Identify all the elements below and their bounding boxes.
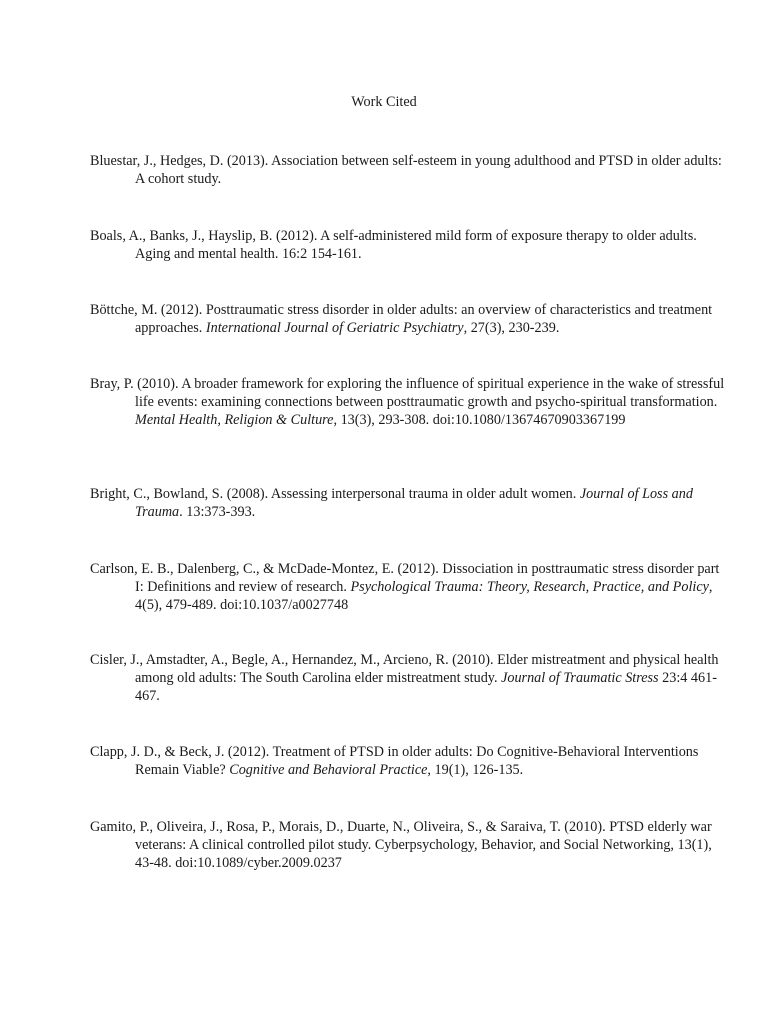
reference-details: , 4(5), 479-489. doi:10.1037/a0027748 (135, 579, 713, 614)
reference-text: Bluestar, J., Hedges, D. (2013). Association between self-esteem in young adulthood and PTSD in older adults: A cohort study. (90, 153, 722, 188)
reference-text: Bray, P. (2010). A broader framework for exploring the influence of spiritual experience in the wake of stressful life events: examining connections between posttraumatic growth and psycho-spiritual transformation. (90, 376, 725, 411)
page-title: Work Cited (351, 94, 417, 110)
reference-details: , 13(3), 293-308. doi:10.1080/13674670903367199 (333, 412, 626, 429)
reference-journal: Mental Health, Religion & Culture (135, 412, 334, 429)
reference-details: . 13:373-393. (179, 504, 256, 521)
reference-entry (90, 152, 725, 188)
reference-details: 23:4 461-467. (135, 670, 717, 705)
reference-journal: Journal of Loss and Trauma (135, 486, 693, 521)
reference-journal: International Journal of Geriatric Psychiatry (205, 320, 464, 337)
reference-text: Cisler, J., Amstadter, A., Begle, A., Hernandez, M., Arcieno, R. (2010). Elder mistreatment and physical health among old adults: The South Carolina elder mistreatment study. (90, 652, 719, 687)
reference-entry (90, 375, 725, 429)
reference-journal: Journal of Traumatic Stress (501, 670, 659, 687)
reference-text: Boals, A., Banks, J., Hayslip, B. (2012). A self-administered mild form of exposure therapy to older adults. Aging and mental health. 16:2 154-161. (90, 228, 697, 263)
reference-text: Böttche, M. (2012). Posttraumatic stress disorder in older adults: an overview of characteristics and treatment approaches. (90, 302, 713, 337)
reference-entry (90, 227, 725, 263)
reference-entry (90, 651, 725, 705)
reference-entry (90, 301, 725, 337)
reference-text: Gamito, P., Oliveira, J., Rosa, P., Morais, D., Duarte, N., Oliveira, S., & Saraiva, T. (2010). PTSD elderly war veterans: A clinical controlled pilot study. Cyberpsychology, Behavior, and Social Networking, 13(1), 43-48. doi:10.1089/cyber.2009.0237 (90, 819, 712, 872)
reference-entry (90, 743, 725, 779)
reference-text: Bright, C., Bowland, S. (2008). Assessing interpersonal trauma in older adult women. (90, 486, 580, 502)
reference-details: , 27(3), 230-239. (463, 320, 560, 337)
reference-entry (90, 818, 725, 872)
reference-entry (90, 485, 725, 521)
reference-text: Clapp, J. D., & Beck, J. (2012). Treatment of PTSD in older adults: Do Cognitive-Behavioral Interventions Remain Viable? (90, 744, 699, 779)
reference-journal: Cognitive and Behavioral Practice (229, 762, 428, 779)
reference-journal: Psychological Trauma: Theory, Research, Practice, and Policy (350, 579, 709, 596)
reference-details: , 19(1), 126-135. (427, 762, 524, 779)
reference-entry (90, 560, 725, 614)
reference-text: Carlson, E. B., Dalenberg, C., & McDade-Montez, E. (2012). Dissociation in posttraumatic stress disorder part I: Definitions and review of research. (90, 561, 720, 596)
